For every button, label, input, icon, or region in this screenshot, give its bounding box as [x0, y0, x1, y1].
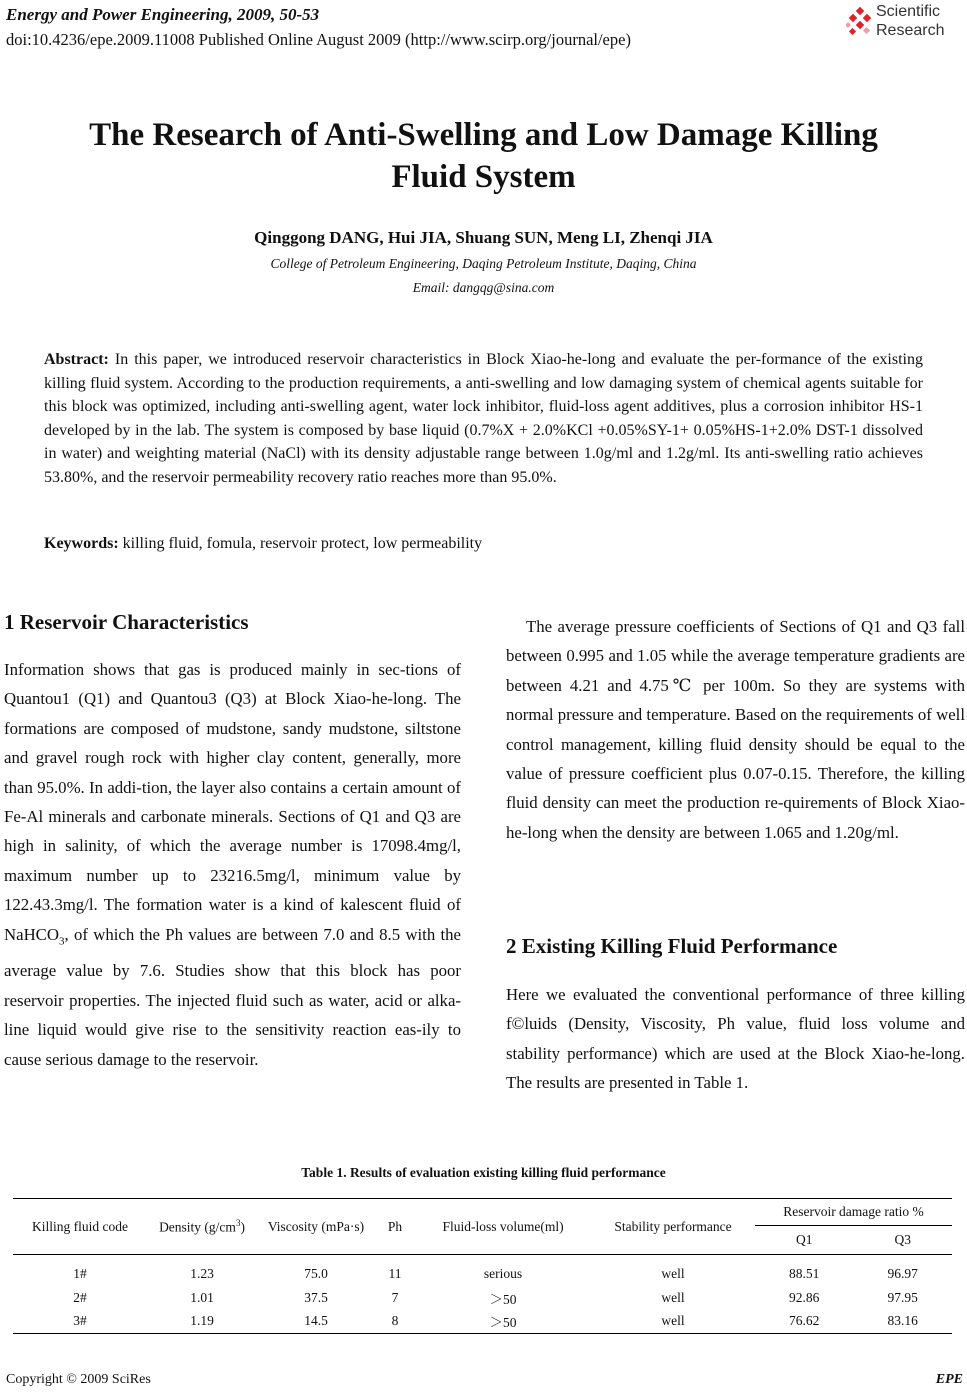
cell-fluidloss: ＞50 — [489, 1292, 517, 1307]
keywords — [44, 532, 923, 555]
header-density — [147, 1199, 257, 1255]
header-damage-ratio: Reservoir damage ratio % — [755, 1199, 952, 1226]
email-line — [0, 280, 967, 296]
section-1-text-a: Information shows that gas is produced mainly in sec-tions of Quantou1 (Q1) and Quantou3 (Q3) at Block Xiao-he-long. The formations are composed of mudstone, sandy mudstone, siltstone and gravel rough rock with higher clay content, generally, more than 95.0%. In addi-tion, the layer also contains a certain amount of Fe-Al minerals and carbonate minerals. Sections of Q1 and Q3 are high in salinity, of which the average number is 17098.4mg/l, maximum number up to 23216.5mg/l, minimum value by 122.43.3mg/l. The formation water is a kind of kalescent fluid of NaHCO — [4, 660, 461, 944]
header-fluidloss: Fluid-loss volume(ml) — [442, 1218, 564, 1234]
header-density-close: ) — [240, 1219, 245, 1235]
section-1-body — [4, 655, 461, 1074]
section-2-body: Here we evaluated the conventional performance of three killing f©luids (Density, Viscosity, Ph value, fluid loss volume and stability performance) which are used at the Block Xiao-he-long. The results are presented in Table 1. — [506, 985, 965, 1093]
cell-q1: 92.86 — [789, 1290, 820, 1305]
abstract-label: Abstract: — [44, 351, 109, 368]
results-table — [13, 1198, 952, 1334]
header-q3: Q3 — [894, 1232, 911, 1247]
section-1-continued: The average pressure coefficients of Sections of Q1 and Q3 fall between 0.995 and 1.05 while the average temperature gradients are between 4.21 and 4.75℃ per 100m. So they are systems with normal pressure and temperature. Based on the requirements of well control management, killing fluid density should be equal to the value of pressure coefficient plus 0.07-0.15. Therefore, the killing fluid density can meet the production re-quirements of Block Xiao-he-long when the density are between 1.065 and 1.20g/ml. — [506, 617, 965, 842]
table-row — [13, 1287, 952, 1310]
author-list: Qinggong DANG, Hui JIA, Shuang SUN, Meng LI, Zhenqi JIA — [254, 228, 713, 247]
header-q1: Q1 — [795, 1232, 813, 1247]
header-code: Killing fluid code — [32, 1218, 128, 1234]
cell-viscosity: 14.5 — [304, 1313, 328, 1328]
cell-q1: 88.51 — [789, 1265, 820, 1281]
publisher-logo-icon — [846, 6, 876, 36]
title-line-1: The Research of Anti-Swelling and Low Damage Killing — [89, 117, 878, 153]
cell-ph: 7 — [391, 1290, 399, 1305]
cell-q3: 96.97 — [887, 1265, 918, 1281]
cell-viscosity: 37.5 — [304, 1290, 328, 1305]
cell-q3: 83.16 — [887, 1313, 918, 1328]
cell-q1: 76.62 — [789, 1313, 820, 1328]
abstract-text: In this paper, we introduced reservoir characteristics in Block Xiao-he-long and evaluate the per-formance of the existing killing fluid system. According to the production requirements, a anti-swelling and low damaging system of chemical agents suitable for this block was optimized, including anti-swelling agent, water lock inhibitor, fluid-loss agent additives, plus a corrosion inhibitor HS-1 developed by in the lab. The system is composed by base liquid (0.7%X + 2.0%KCl +0.05%SY-1+ 0.05%HS-1+2.0% DST-1 dissolved in water) and weighting material (NaCl) with its density adjustable range between 1.0g/ml and 1.2g/ml. Its anti-swelling ratio achieves 53.80%, and the reservoir permeability recovery ratio reaches more than 95.0%. — [44, 351, 923, 486]
section-1-text-b: , of which the Ph values are between 7.0 and 8.5 with the average value by 7.6. Studies show that this block has poor reservoir properties. The injected fluid such as water, acid or alka-line liquid would give rise to the sensitivity reaction eas-ily to cause serious damage to the reservoir. — [4, 924, 461, 1069]
logo-line-1: Scientific — [876, 3, 941, 20]
journal-citation — [6, 4, 319, 26]
logo-line-2: Research — [876, 22, 945, 39]
abstract — [44, 348, 923, 489]
table-row — [13, 1255, 952, 1287]
cell-stability: well — [661, 1313, 685, 1328]
cell-ph: 8 — [391, 1313, 399, 1328]
header-viscosity: Viscosity (mPa·s) — [267, 1218, 365, 1234]
header-density-text: Density (g/cm — [159, 1219, 236, 1235]
cell-stability: well — [661, 1265, 685, 1281]
header-ph: Ph — [387, 1218, 403, 1234]
cell-code: 1# — [73, 1265, 87, 1281]
section-1-heading: 1 Reservoir Characteristics — [4, 610, 249, 634]
section-1-subscript: 3 — [59, 935, 65, 948]
footer-copyright: Copyright © 2009 SciRes — [6, 1372, 151, 1387]
table-caption: Table 1. Results of evaluation existing killing fluid performance — [301, 1165, 666, 1180]
section-2-heading: 2 Existing Killing Fluid Performance — [506, 934, 838, 958]
journal-volume: , 2009, 50-53 — [228, 5, 320, 24]
title-line-2: Fluid System — [391, 159, 576, 195]
affiliation: College of Petroleum Engineering, Daqing Petroleum Institute, Daqing, China — [270, 256, 697, 271]
cell-fluidloss: serious — [483, 1265, 523, 1281]
cell-stability: well — [661, 1290, 685, 1305]
publisher-logo-text — [876, 2, 944, 40]
cell-density: 1.01 — [190, 1290, 214, 1305]
header-stability: Stability performance — [614, 1218, 732, 1234]
keywords-text: killing fluid, fomula, reservoir protect, low permeability — [118, 535, 483, 552]
table-row — [13, 1310, 952, 1334]
email-label: Email — [412, 280, 446, 295]
journal-name: Energy and Power Engineering — [6, 5, 229, 24]
header-density-sup: 3 — [235, 1217, 241, 1228]
footer-journal-abbrev: EPE — [935, 1372, 963, 1387]
cell-q3: 97.95 — [887, 1290, 918, 1305]
cell-code: 3# — [73, 1313, 87, 1328]
table-header-row — [13, 1199, 952, 1226]
cell-density: 1.19 — [190, 1313, 214, 1328]
paper-title — [0, 114, 967, 198]
cell-viscosity: 75.0 — [304, 1265, 328, 1281]
keywords-label: Keywords: — [44, 535, 119, 552]
cell-fluidloss: ＞50 — [489, 1315, 517, 1330]
cell-code: 2# — [73, 1290, 87, 1305]
cell-ph: 11 — [388, 1265, 402, 1281]
cell-density: 1.23 — [190, 1265, 214, 1281]
doi-line: doi:10.4236/epe.2009.11008 Published Online August 2009 (http://www.scirp.org/journal/epe) — [6, 30, 631, 49]
email-address: : dangqg@sina.com — [445, 280, 555, 295]
publisher-logo — [846, 2, 964, 44]
